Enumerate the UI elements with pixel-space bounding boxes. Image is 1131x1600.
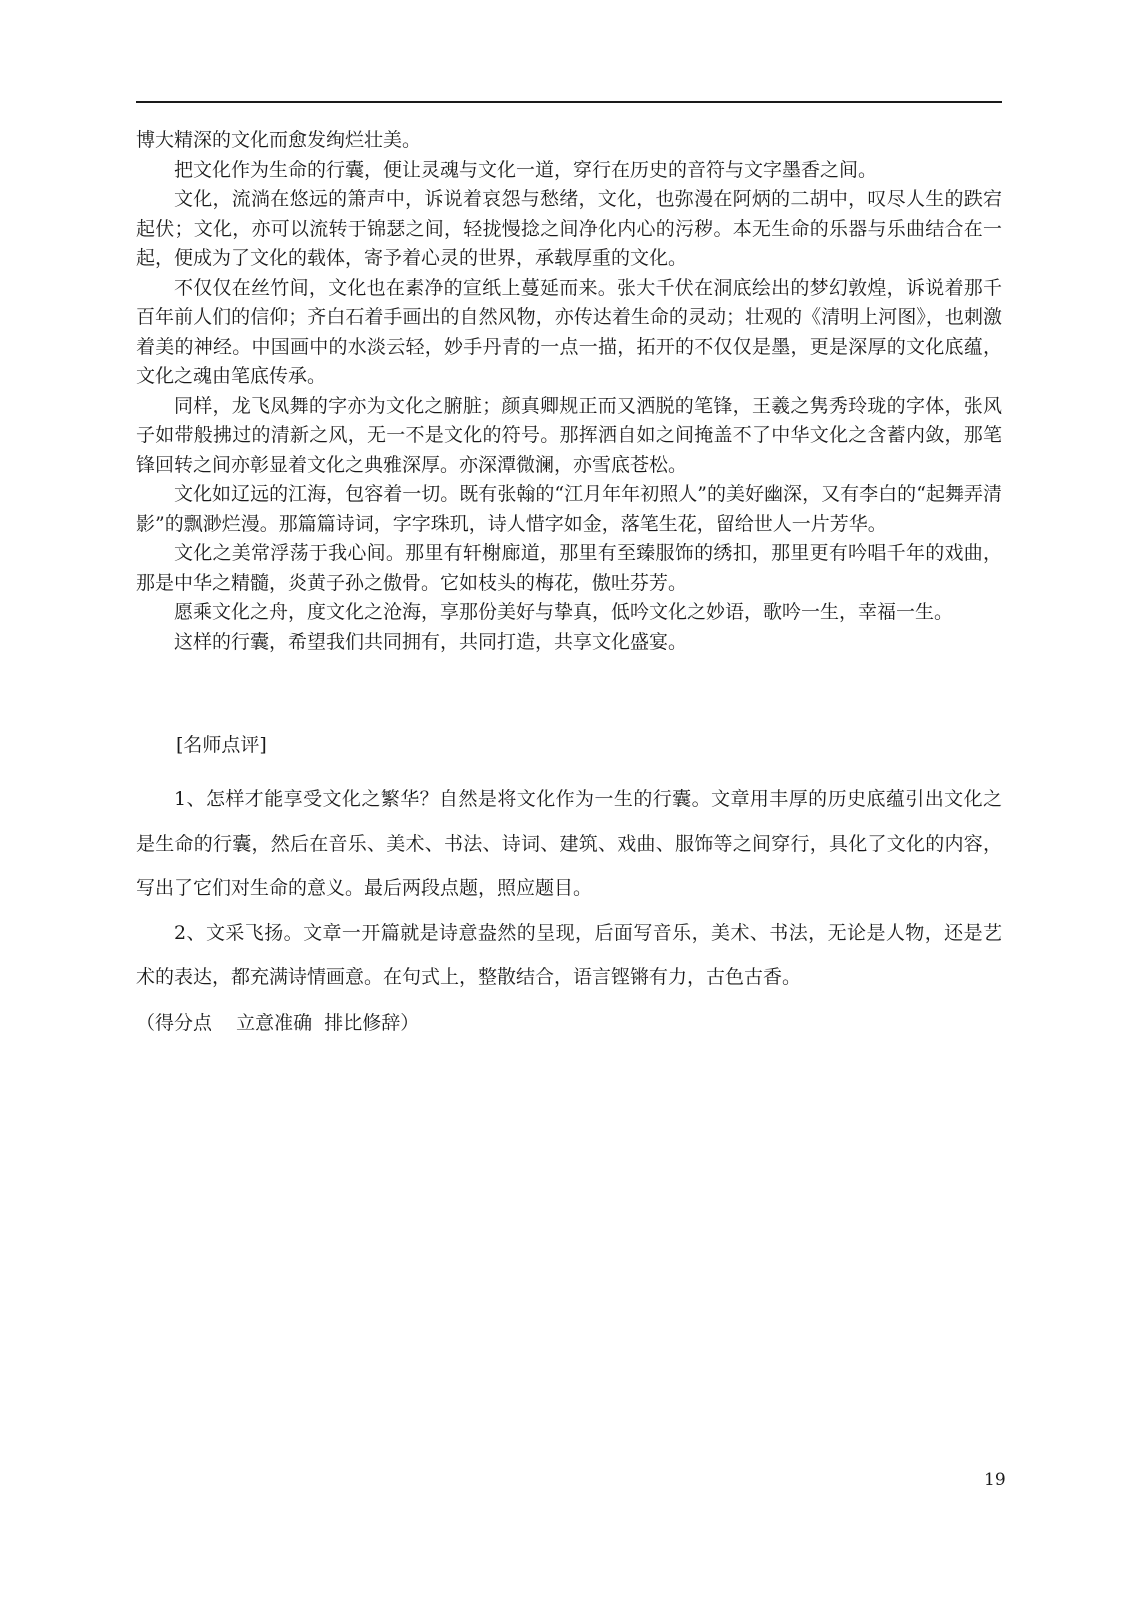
review-item: 2、文采飞扬。文章一开篇就是诗意盎然的呈现，后面写音乐，美术、书法，无论是人物，还是艺术的表达，都充满诗情画意。在句式上，整散结合，语言铿锵有力，古色古香。	[136, 921, 1002, 988]
essay-paragraph: 不仅仅在丝竹间，文化也在素净的宣纸上蔓延而来。张大千伏在洞底绘出的梦幻敦煌，诉说着那千百年前人们的信仰；齐白石着手画出的自然风物，亦传达着生命的灵动；壮观的《清明上河图》，也刺激着美的神经。中国画中的水淡云轻，妙手丹青的一点一描，拓开的不仅仅是墨，更是深厚的文化底蕴，文化之魂由笔底传承。	[136, 276, 1002, 387]
essay-paragraph: 文化如辽远的江海，包容着一切。既有张翰的“江月年年初照人”的美好幽深，又有李白的“起舞弄清影”的飘渺烂漫。那篇篇诗词，字字珠玑，诗人惜字如金，落笔生花，留给世人一片芳华。	[136, 483, 1002, 535]
header-rule	[136, 101, 1002, 103]
essay-paragraph: 愿乘文化之舟，度文化之沧海，享那份美好与挚真，低吟文化之妙语，歌吟一生，幸福一生。	[174, 601, 954, 623]
review-heading: [名师点评]	[176, 734, 267, 756]
essay-paragraph: 同样，龙飞凤舞的字亦为文化之腑脏；颜真卿规正而又洒脱的笔锋，王羲之隽秀玲珑的字体，张风子如带般拂过的清新之风，无一不是文化的符号。那挥洒自如之间掩盖不了中华文化之含蓄内敛，那笔锋回转之间亦彰显着文化之典雅深厚。亦深潭微澜，亦雪底苍松。	[136, 394, 1002, 476]
essay-paragraph: 文化，流淌在悠远的箫声中，诉说着哀怨与愁绪，文化，也弥漫在阿炳的二胡中，叹尽人生的跌宕起伏；文化，亦可以流转于锦瑟之间，轻拢慢捻之间净化内心的污秽。本无生命的乐器与乐曲结合在一起，便成为了文化的载体，寄予着心灵的世界，承载厚重的文化。	[136, 188, 1002, 269]
essay-body	[136, 126, 1002, 657]
essay-paragraph: 文化之美常浮荡于我心间。那里有轩榭廊道，那里有至臻服饰的绣扣，那里更有吟唱千年的戏曲，那是中华之精髓，炎黄子孙之傲骨。它如枝头的梅花，傲吐芬芳。	[136, 542, 1002, 594]
review-item: 1、怎样才能享受文化之繁华？自然是将文化作为一生的行囊。文章用丰厚的历史底蕴引出文化之是生命的行囊，然后在音乐、美术、书法、诗词、建筑、戏曲、服饰等之间穿行，具化了文化的内容，写出了它们对生命的意义。最后两段点题，照应题目。	[136, 788, 1002, 899]
essay-paragraph: 博大精深的文化而愈发绚烂壮美。	[136, 129, 422, 151]
essay-paragraph: 把文化作为生命的行囊，便让灵魂与文化一道，穿行在历史的音符与文字墨香之间。	[174, 158, 878, 181]
page-number: 19	[984, 1470, 1006, 1490]
essay-paragraph: 这样的行囊，希望我们共同拥有，共同打造，共享文化盛宴。	[174, 630, 688, 653]
score-note: （得分点 立意准确 排比修辞）	[136, 1012, 420, 1034]
review-body	[136, 777, 1002, 1000]
